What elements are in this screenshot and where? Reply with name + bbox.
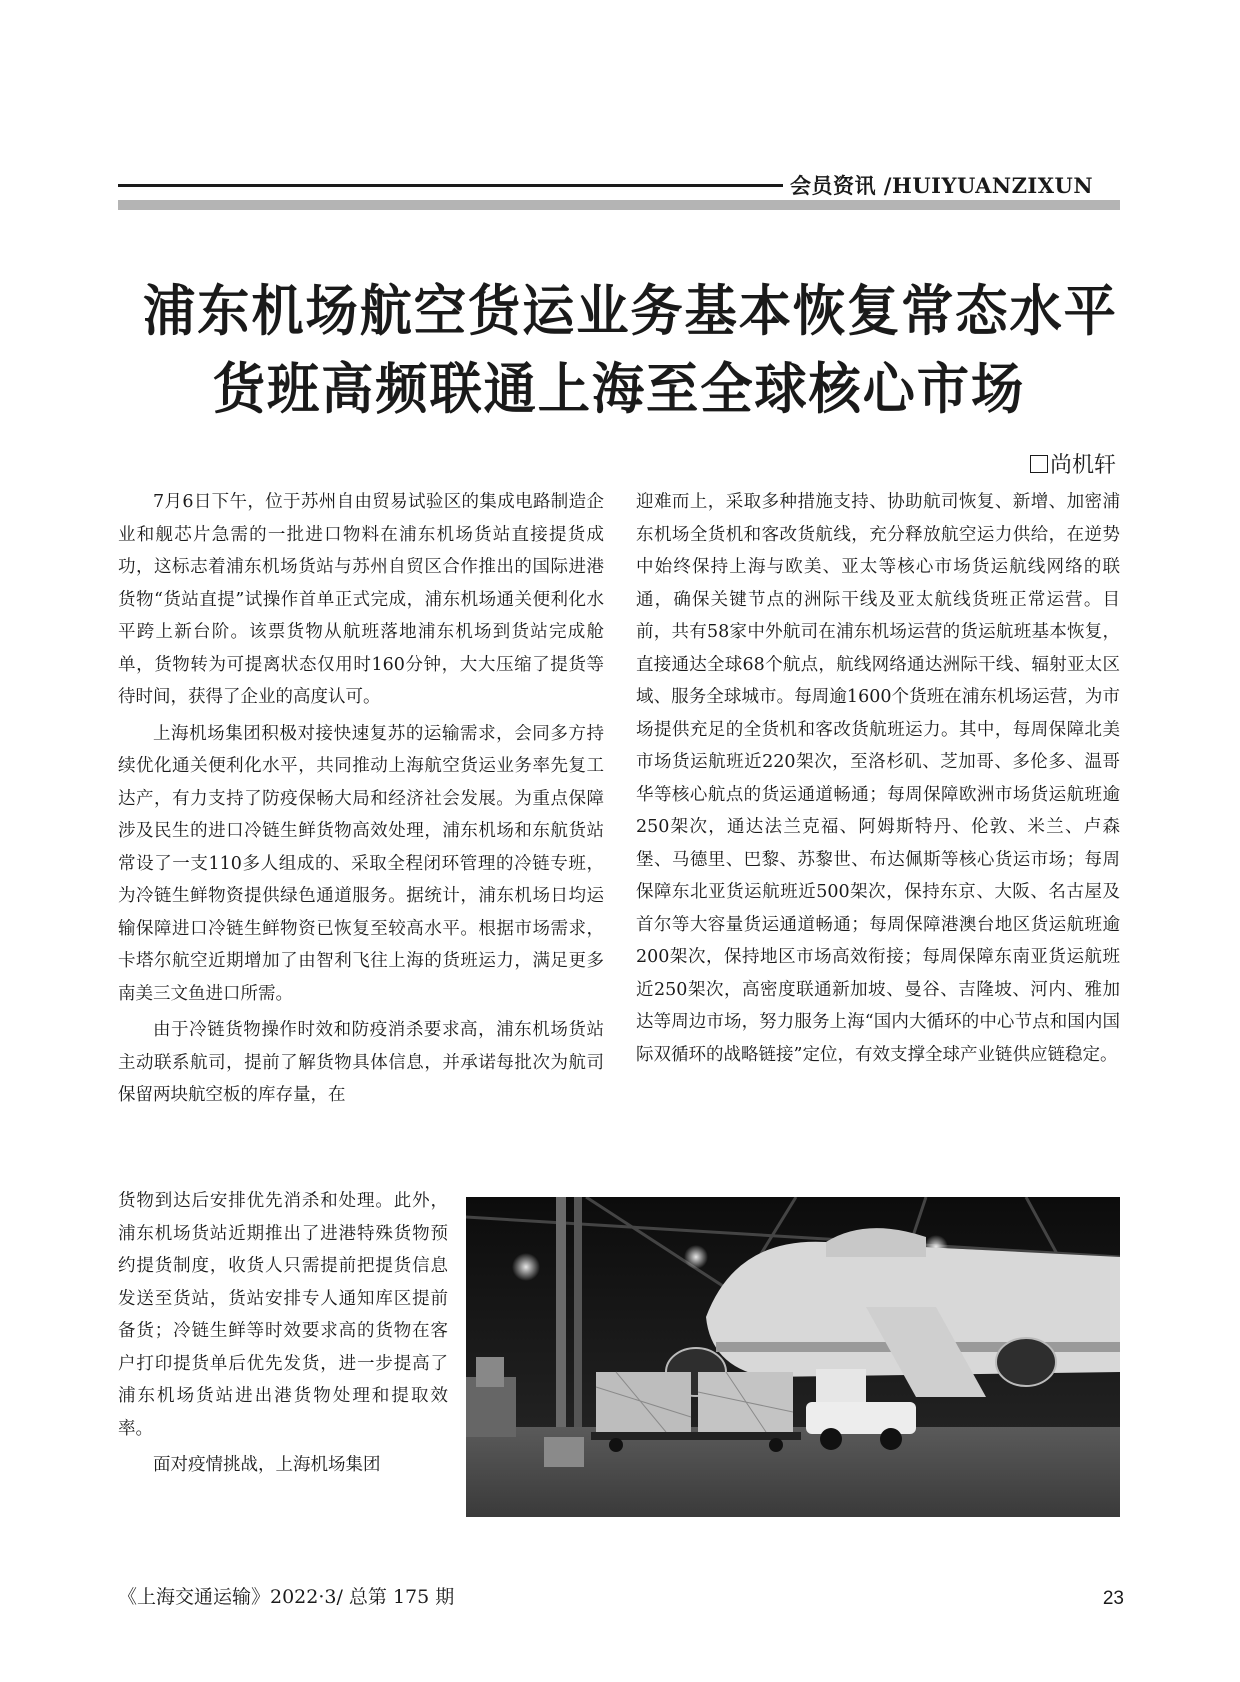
cargo-apron-photo — [466, 1197, 1120, 1517]
column-left-top — [118, 486, 604, 1116]
paragraph: 货物到达后安排优先消杀和处理。此外，浦东机场货站近期推出了进港特殊货物预约提货制度，收货人只需提前把提货信息发送至货站，货站安排专人通知库区提前备货；冷链生鲜等时效要求高的货物在客户打印提货单后优先发货，进一步提高了浦东机场货站进出港货物处理和提取效率。 — [118, 1191, 448, 1439]
section-label: 会员资讯 /HUIYUANZIXUN — [790, 173, 1094, 198]
square-box-icon — [1030, 455, 1048, 473]
paragraph: 上海机场集团积极对接快速复苏的运输需求，会同多方持续优化通关便利化水平，共同推动上海航空货运业务率先复工达产，有力支持了防疫保畅大局和经济社会发展。为重点保障涉及民生的进口冷链生鲜货物高效处理，浦东机场和东航货站常设了一支110多人组成的、采取全程闭环管理的冷链专班，为冷链生鲜物资提供绿色通道服务。据统计，浦东机场日均运输保障进口冷链生鲜物资已恢复至较高水平。根据市场需求，卡塔尔航空近期增加了由智利飞往上海的货班运力，满足更多南美三文鱼进口所需。 — [118, 723, 604, 1004]
article-title — [143, 272, 1118, 428]
column-right — [636, 486, 1120, 1075]
column-left-bottom — [118, 1185, 448, 1486]
author-name: 尚机轩 — [1049, 453, 1116, 478]
paragraph: 7月6日下午，位于苏州自由贸易试验区的集成电路制造企业和舰芯片急需的一批进口物料在浦东机场货站直接提货成功，这标志着浦东机场货站与苏州自贸区合作推出的国际进港货物“货站直提”试操作首单正式完成，浦东机场通关便利化水平跨上新台阶。该票货物从航班落地浦东机场到货站完成舱单，货物转为可提离状态仅用时160分钟，大大压缩了提货等待时间，获得了企业的高度认可。 — [118, 492, 604, 707]
header-rule — [118, 184, 783, 187]
title-line-2: 货班高频联通上海至全球核心市场 — [212, 357, 1026, 421]
publication-info: 《上海交通运输》2022·3/ 总第 175 期 — [118, 1586, 455, 1608]
author-byline — [1030, 448, 1116, 479]
page-number: 23 — [1102, 1588, 1124, 1609]
paragraph: 面对疫情挑战，上海机场集团 — [153, 1455, 381, 1475]
paragraph: 由于冷链货物操作时效和防疫消杀要求高，浦东机场货站主动联系航司，提前了解货物具体信息，并承诺每批次为航司保留两块航空板的库存量，在 — [118, 1020, 604, 1105]
title-line-1: 浦东机场航空货运业务基本恢复常态水平 — [143, 279, 1118, 343]
header-gray-bar — [118, 200, 1120, 210]
cargo-apron-illustration — [466, 1197, 1120, 1517]
paragraph: 迎难而上，采取多种措施支持、协助航司恢复、新增、加密浦东机场全货机和客改货航线，充分释放航空运力供给，在逆势中始终保持上海与欧美、亚太等核心市场货运航线网络的联通，确保关键节点的洲际干线及亚太航线货班正常运营。目前，共有58家中外航司在浦东机场运营的货运航班基本恢复，直接通达全球68个航点，航线网络通达洲际干线、辐射亚太区域、服务全球城市。每周逾1600个货班在浦东机场运营，为市场提供充足的全货机和客改货航班运力。其中，每周保障北美市场货运航班近220架次，至洛杉矶、芝加哥、多伦多、温哥华等核心航点的货运通道畅通；每周保障欧洲市场货运航班逾250架次，通达法兰克福、阿姆斯特丹、伦敦、米兰、卢森堡、马德里、巴黎、苏黎世、布达佩斯等核心货运市场；每周保障东北亚货运航班近500架次，保持东京、大阪、名古屋及首尔等大容量货运通道畅通；每周保障港澳台地区货运航班逾200架次，保持地区市场高效衔接；每周保障东南亚货运航班近250架次，高密度联通新加坡、曼谷、吉隆坡、河内、雅加达等周边市场，努力服务上海“国内大循环的中心节点和国内国际双循环的战略链接”定位，有效支撑全球产业链供应链稳定。 — [636, 492, 1120, 1065]
